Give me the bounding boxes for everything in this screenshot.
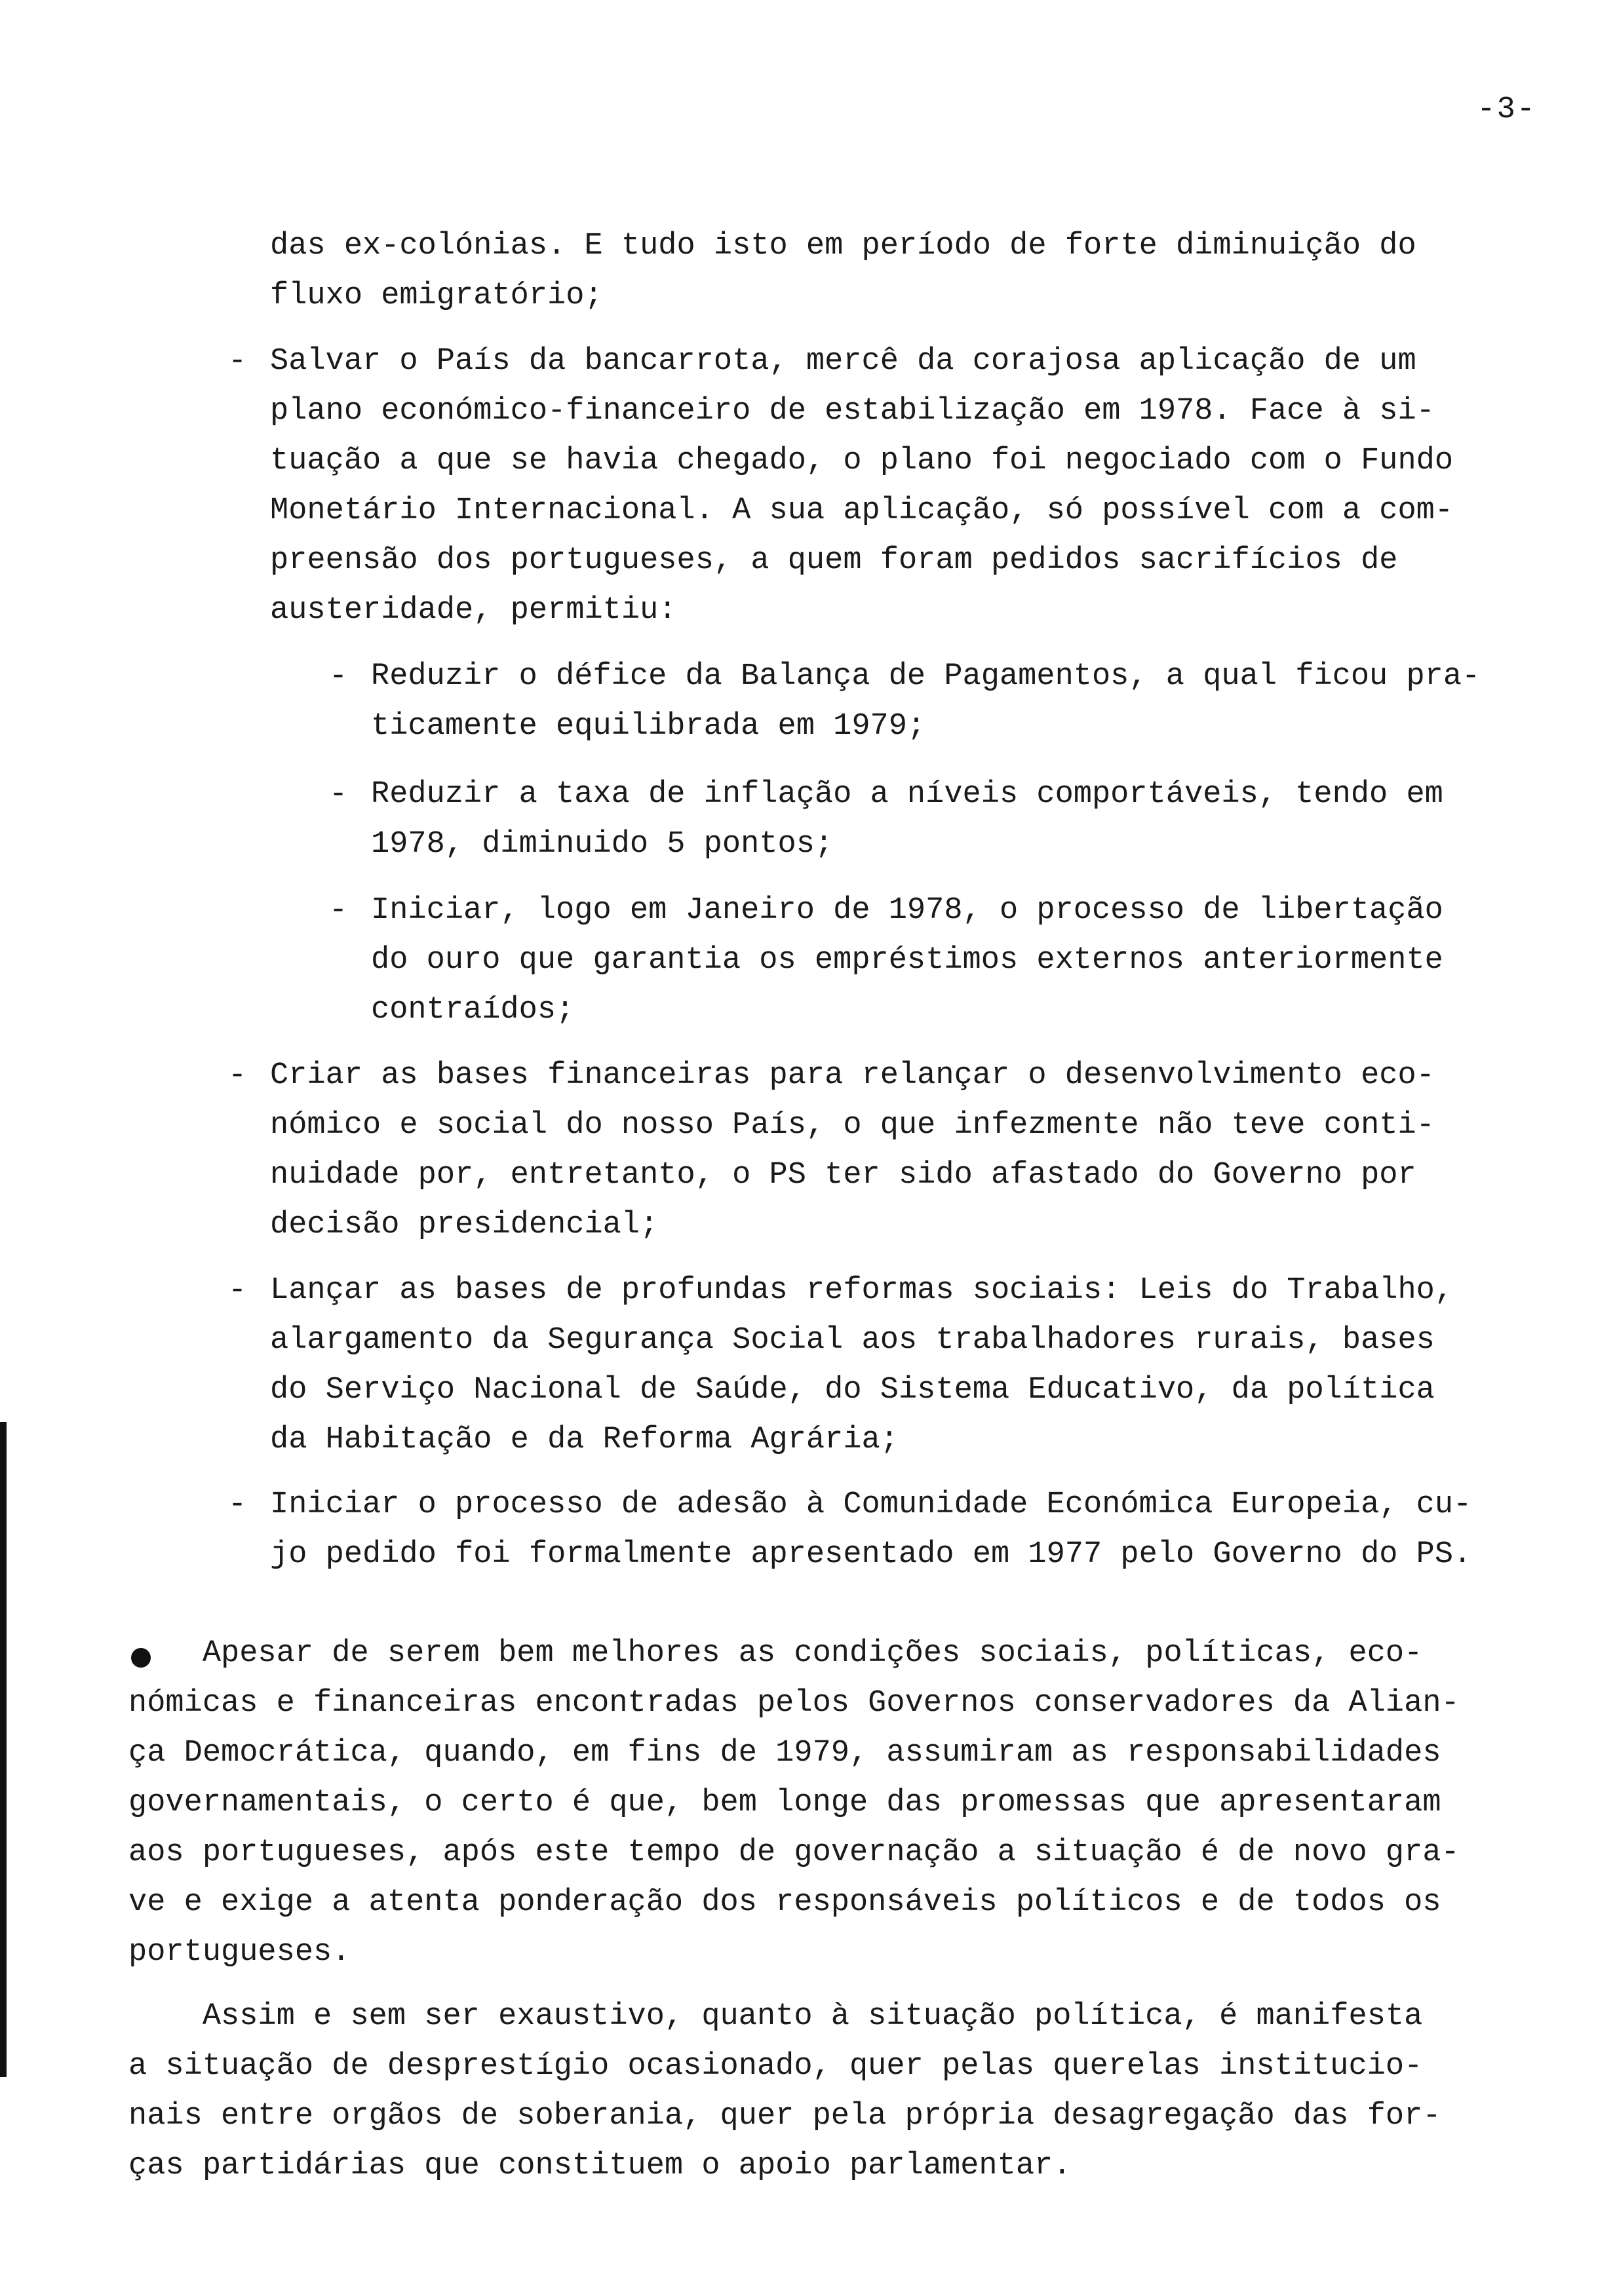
text-line: Apesar de serem bem melhores as condições sociais, políticas, eco-	[128, 1636, 1423, 1671]
text-line: Reduzir a taxa de inflação a níveis comportáveis, tendo em	[371, 777, 1443, 812]
list-dash: -	[228, 344, 247, 379]
list-dash: -	[228, 1058, 247, 1093]
text-line: nómicas e financeiras encontradas pelos Governos conservadores da Alian-	[128, 1686, 1460, 1721]
list-dash: -	[329, 659, 348, 694]
list-dash: -	[228, 1273, 247, 1308]
text-line: ça Democrática, quando, em fins de 1979, assumiram as responsabilidades	[128, 1736, 1441, 1770]
text-line: Salvar o País da bancarrota, mercê da corajosa aplicação de um	[270, 344, 1416, 379]
text-line: ças partidárias que constituem o apoio parlamentar.	[128, 2149, 1072, 2183]
intro-paragraph	[270, 221, 1416, 321]
text-line: Reduzir o défice da Balança de Pagamentos, a qual ficou pra-	[371, 659, 1481, 694]
text-line: portugueses.	[128, 1935, 351, 1970]
text-line: nómico e social do nosso País, o que infezmente não teve conti-	[270, 1108, 1435, 1143]
text-line: da Habitação e da Reforma Agrária;	[270, 1423, 899, 1457]
list-dash: -	[329, 777, 348, 812]
text-line: a situação de desprestígio ocasionado, quer pelas querelas institucio-	[128, 2049, 1423, 2084]
text-line: preensão dos portugueses, a quem foram pedidos sacrifícios de	[270, 543, 1398, 578]
text-line: austeridade, permitiu:	[270, 593, 677, 628]
text-line: decisão presidencial;	[270, 1208, 659, 1242]
scan-edge-mark	[0, 1422, 7, 2077]
text-line: plano económico-financeiro de estabilização em 1978. Face à si-	[270, 394, 1435, 429]
text-line: Iniciar, logo em Janeiro de 1978, o processo de libertação	[371, 893, 1443, 928]
text-line: das ex-colónias. E tudo isto em período de forte diminuição do	[270, 229, 1416, 263]
text-line: jo pedido foi formalmente apresentado em 1977 pelo Governo do PS.	[270, 1537, 1472, 1572]
final-paragraph	[128, 1992, 1441, 2191]
text-line: alargamento da Segurança Social aos trabalhadores rurais, bases	[270, 1323, 1435, 1358]
text-line: fluxo emigratório;	[270, 278, 603, 313]
text-line: governamentais, o certo é que, bem longe das promessas que apresentaram	[128, 1786, 1441, 1820]
text-line: nais entre orgãos de soberania, quer pela própria desagregação das for-	[128, 2099, 1441, 2133]
text-line: 1978, diminuido 5 pontos;	[371, 827, 834, 862]
text-line: Criar as bases financeiras para relançar o desenvolvimento eco-	[270, 1058, 1435, 1093]
text-line: ticamente equilibrada em 1979;	[371, 709, 926, 744]
text-line: do ouro que garantia os empréstimos externos anteriormente	[371, 943, 1443, 978]
text-line: ve e exige a atenta ponderação dos responsáveis políticos e de todos os	[128, 1885, 1441, 1920]
text-line: tuação a que se havia chegado, o plano foi negociado com o Fundo	[270, 444, 1454, 478]
text-line: aos portugueses, após este tempo de governação a situação é de novo gra-	[128, 1835, 1460, 1870]
list-dash: -	[329, 893, 348, 928]
text-line: Lançar as bases de profundas reformas sociais: Leis do Trabalho,	[270, 1273, 1454, 1308]
text-line: nuidade por, entretanto, o PS ter sido afastado do Governo por	[270, 1158, 1416, 1193]
page-number: -3-	[1477, 92, 1536, 127]
list-dash: -	[228, 1487, 247, 1522]
text-line: do Serviço Nacional de Saúde, do Sistema Educativo, da política	[270, 1373, 1435, 1407]
text-line: contraídos;	[371, 993, 575, 1027]
text-line: Assim e sem ser exaustivo, quanto à situação política, é manifesta	[128, 1999, 1423, 2034]
bullet-paragraph	[128, 1629, 1460, 1978]
text-line: Monetário Internacional. A sua aplicação, só possível com a com-	[270, 493, 1454, 528]
text-line: Iniciar o processo de adesão à Comunidade Económica Europeia, cu-	[270, 1487, 1472, 1522]
